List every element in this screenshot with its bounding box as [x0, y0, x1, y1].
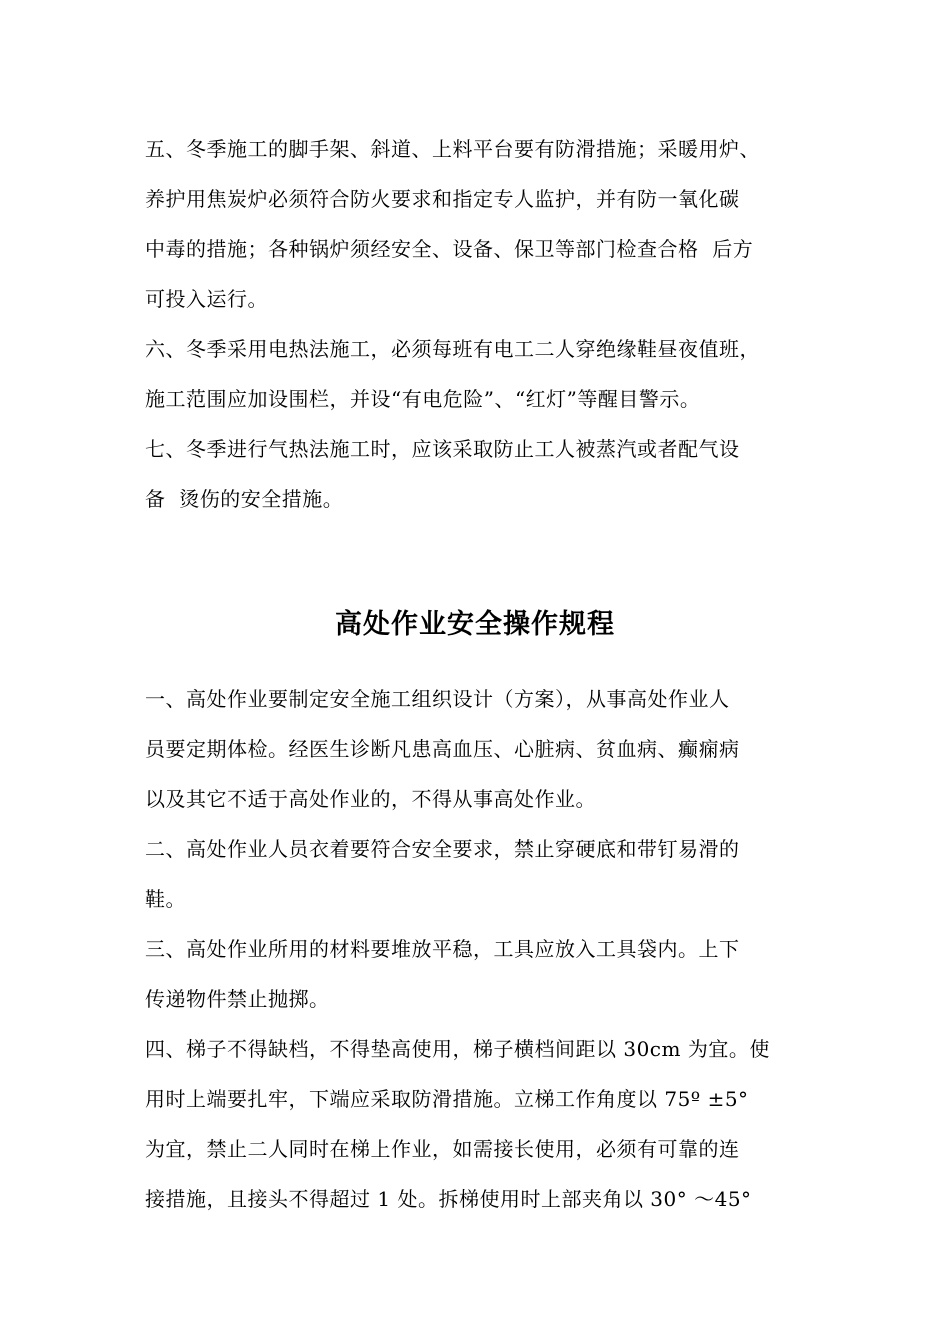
paragraph	[145, 324, 807, 424]
text-line: 为宜，禁止二人同时在梯上作业，如需接长使用，必须有可靠的连	[145, 1137, 740, 1161]
text-line: 一、高处作业要制定安全施工组织设计（方案），从事高处作业人	[145, 687, 730, 711]
text-line: 施工范围应加设围栏，并设“有电危险”、“红灯”等醒目警示。	[145, 387, 701, 411]
text-line: 五、冬季施工的脚手架、斜道、上料平台要有防滑措施；采暖用炉、	[145, 137, 760, 161]
work-at-height-section	[145, 674, 807, 1224]
paragraph	[145, 1024, 807, 1224]
text-line: 二、高处作业人员衣着要符合安全要求，禁止穿硬底和带钉易滑的	[145, 837, 740, 861]
text-line: 四、梯子不得缺档，不得垫高使用，梯子横档间距以 30cm 为宜。使	[145, 1037, 770, 1061]
text-line: 员要定期体检。经医生诊断凡患高血压、心脏病、贫血病、癫痫病	[145, 737, 740, 761]
text-line: 鞋。	[145, 887, 186, 911]
text-line: 备 烫伤的安全措施。	[145, 487, 344, 511]
text-line: 可投入运行。	[145, 287, 268, 311]
paragraph	[145, 424, 807, 524]
section-heading: 高处作业安全操作规程	[335, 609, 615, 640]
paragraph	[145, 824, 807, 924]
paragraph	[145, 124, 807, 324]
text-line: 养护用焦炭炉必须符合防火要求和指定专人监护，并有防一氧化碳	[145, 187, 740, 211]
winter-construction-section	[145, 124, 807, 524]
text-line: 接措施，且接头不得超过 1 处。拆梯使用时上部夹角以 30° ～45°	[145, 1187, 752, 1211]
text-line: 中毒的措施；各种锅炉须经安全、设备、保卫等部门检查合格 后方	[145, 237, 754, 261]
paragraph	[145, 924, 807, 1024]
text-line: 三、高处作业所用的材料要堆放平稳，工具应放入工具袋内。上下	[145, 937, 740, 961]
text-line: 以及其它不适于高处作业的，不得从事高处作业。	[145, 787, 596, 811]
text-line: 七、冬季进行气热法施工时，应该采取防止工人被蒸汽或者配气设	[145, 437, 740, 461]
text-line: 传递物件禁止抛掷。	[145, 987, 330, 1011]
text-line: 六、冬季采用电热法施工，必须每班有电工二人穿绝缘鞋昼夜值班，	[145, 337, 760, 361]
text-line: 用时上端要扎牢，下端应采取防滑措施。立梯工作角度以 75º ±5°	[145, 1087, 749, 1111]
paragraph	[145, 674, 807, 824]
